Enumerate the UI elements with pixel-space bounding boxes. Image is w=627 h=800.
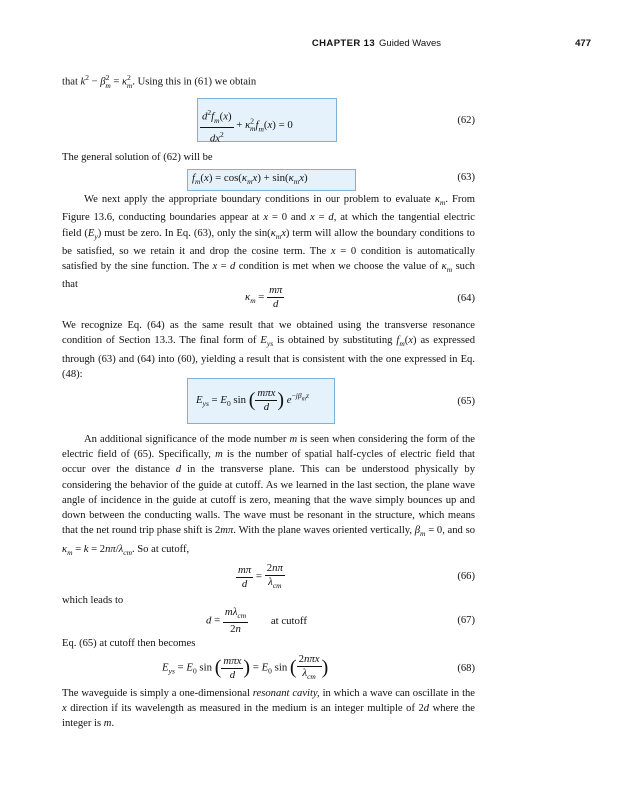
at-cutoff-label: at cutoff xyxy=(270,614,307,627)
paragraph-2: The general solution of (62) will be xyxy=(62,152,213,163)
paragraph-3: We next apply the appropriate boundary conditions in our problem to evaluate $\kappa_m$. From Figure 13.6, conducting boundaries appear at x = 0 and x = d, at which the tangential electric field $(E_y)$ must be zero. In Eq. (63), only the $\sin(\kappa_mx)$ term will allow the boundary conditions to be satisfied, so we retain it and drop the cosine term. The x = 0 condition is automatically satisfied by the sine function. The x = d condition is met when we choose the value of $\kappa_m$ such that xyxy=(62,194,476,291)
paragraph-6: which leads to xyxy=(62,595,124,606)
equation-number: (65) xyxy=(457,396,475,407)
equation-64: $\kappa_m$ = $\frac{m\pi}{d}$ (64) xyxy=(245,284,475,310)
equation-number: (63) xyxy=(457,172,475,183)
page-number: 477 xyxy=(575,38,591,49)
equation-number: (67) xyxy=(457,615,475,626)
equation-67: d = $\frac{m\lambda_{cm}}{2n}$ at cutoff (67) xyxy=(206,606,475,636)
equation-number: (62) xyxy=(457,115,475,126)
paragraph-5: An additional significance of the mode number m is seen when considering the form of the electric field of (65). Specifically, m is the number of spatial half-cycles of electric field that occur over the distance d in the transverse plane. This can be understood physically by considering the behavior of the guide at cutoff. As we learned in the last section, the plane wave angle of incidence in the guide at cutoff is zero, meaning that the wave simply bounces up and down between the conducting walls. The wave must be resonant in the structure, which means that the net round trip phase shift is 2mπ. With the plane waves oriented vertically, $\beta_m = 0$, and so $\kappa_m = k = 2n\pi/\lambda_{cm}$. So at cutoff, xyxy=(62,434,476,557)
paragraph-7: Eq. (65) at cutoff then becomes xyxy=(62,638,196,649)
equation-number: (66) xyxy=(457,571,475,582)
chapter-title: Guided Waves xyxy=(379,38,441,49)
paragraph-8: The waveguide is simply a one-dimensional resonant cavity, in which a wave can oscillate in the x direction if its wavelength as measured in the medium is an integer multiple of 2d where the integer is m. xyxy=(62,688,476,730)
equation-62: $\frac{d^2f_m(x)}{dx^2}$ + $\kappa^2_mf_m(x) = 0$ (62) xyxy=(202,108,475,145)
equation-65: $E_{ys} = E_0$ sin ( $\frac{\text{mπx}}{d}$ ) $e^{-j\beta_mz}$ (65) xyxy=(196,387,475,413)
chapter-label: CHAPTER 13 Guided Waves xyxy=(311,38,441,49)
paragraph-1: that $k^2 - \beta^2_m = \kappa^2_m$. Using this in (61) we obtain xyxy=(62,73,257,90)
emphasis-resonant-cavity: resonant cavity, xyxy=(252,688,320,699)
equation-number: (64) xyxy=(457,293,475,304)
equation-66: $\frac{m\pi}{d}$ = $\frac{2n\pi}{\lambda_{cm}}$ (66) xyxy=(238,562,475,591)
equation-68: $E_{ys} = E_0$ sin ( $\frac{\text{mπx}}{d}$ ) = $E_0$ sin ( $\frac{\text{2nπx}}{\lambda_{cm}}$ ) (68) xyxy=(162,653,475,682)
running-header xyxy=(62,38,591,52)
paragraph-4: We recognize Eq. (64) as the same result that we obtained using the transverse resonance condition of Section 13.3. The final form of $E_{ys}$ is obtained by substituting $f_m(x)$ as expressed through (63) and (64) into (60), yielding a result that is consistent with the one expressed in Eq. (48): xyxy=(62,320,475,380)
equation-number: (68) xyxy=(457,663,475,674)
